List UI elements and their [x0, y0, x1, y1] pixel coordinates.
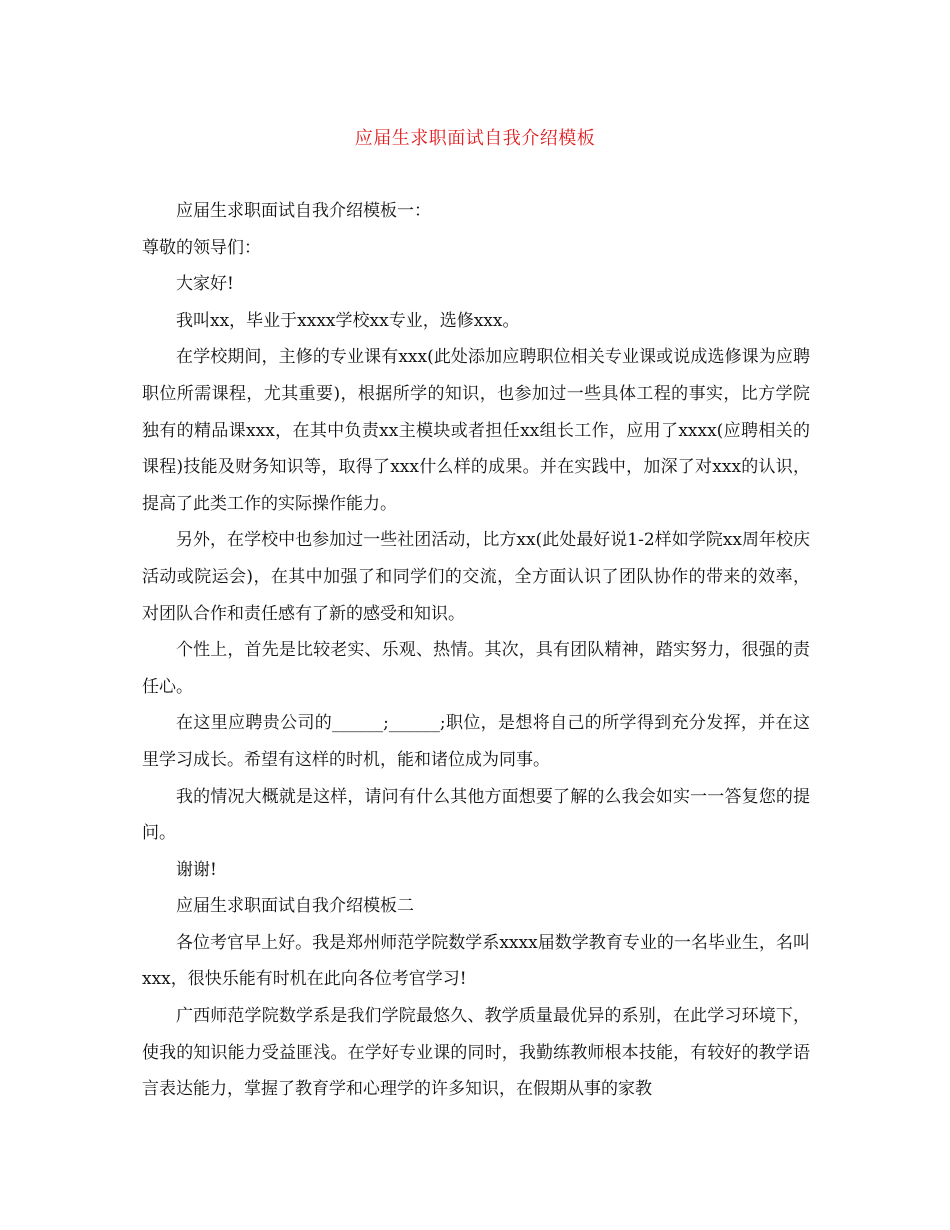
- paragraph-thanks: 谢谢!: [176, 859, 217, 880]
- paragraph-greeting: 大家好!: [176, 274, 234, 295]
- paragraph-template-2-intro: 各位考官早上好。我是郑州师范学院数学系xxxx届数学教育专业的一名毕业生，名叫xxx，很快乐能有时机在此向各位考官学习!: [142, 932, 810, 990]
- paragraph-name-intro: 我叫xx，毕业于xxxx学校xx专业，选修xxx。: [176, 310, 520, 331]
- paragraph-personality: 个性上，首先是比较老实、乐观、热情。其次，具有团队精神，踏实努力，很强的责任心。: [142, 640, 810, 697]
- paragraph-school-study: 在学校期间，主修的专业课有xxx(此处添加应聘职位相关专业课或说成选修课为应聘职位所需课程，尤其重要)，根据所学的知识，也参加过一些具体工程的事实，比方学院独有的精品课xxx，在其中负责xx主模块或者担任xx组长工作，应用了xxxx(应聘相关的课程)技能及财务知识等，取得了xxx什么样的成果。并在实践中，加深了对xxx的认识，提高了此类工作的实际操作能力。: [142, 347, 810, 514]
- paragraph-salutation: 尊敬的领导们：: [142, 237, 261, 258]
- document-body: [142, 193, 810, 1108]
- paragraph-position: 在这里应聘贵公司的______;______;职位，是想将自己的所学得到充分发挥，并在这里学习成长。希望有这样的时机，能和诸位成为同事。: [142, 713, 810, 770]
- document-title: 应届生求职面试自我介绍模板: [354, 128, 596, 149]
- paragraph-template-2-heading: 应届生求职面试自我介绍模板二: [176, 896, 414, 917]
- paragraph-template-1-heading: 应届生求职面试自我介绍模板一：: [176, 201, 431, 221]
- paragraph-questions: 我的情况大概就是这样，请问有什么其他方面想要了解的么我会如实一一答复您的提问。: [142, 786, 810, 844]
- paragraph-club-activities: 另外，在学校中也参加过一些社团活动，比方xx(此处最好说1-2样如学院xx周年校庆活动或院运会)，在其中加强了和同学们的交流，全方面认识了团队协作的带来的效率，对团队合作和责任感有了新的感受和知识。: [142, 530, 810, 624]
- paragraph-template-2-college: 广西师范学院数学系是我们学院最悠久、教学质量最优异的系别，在此学习环境下，使我的知识能力受益匪浅。在学好专业课的同时，我勤练教师根本技能，有较好的教学语言表达能力，掌握了教育学和心理学的许多知识，在假期从事的家教: [142, 1006, 810, 1100]
